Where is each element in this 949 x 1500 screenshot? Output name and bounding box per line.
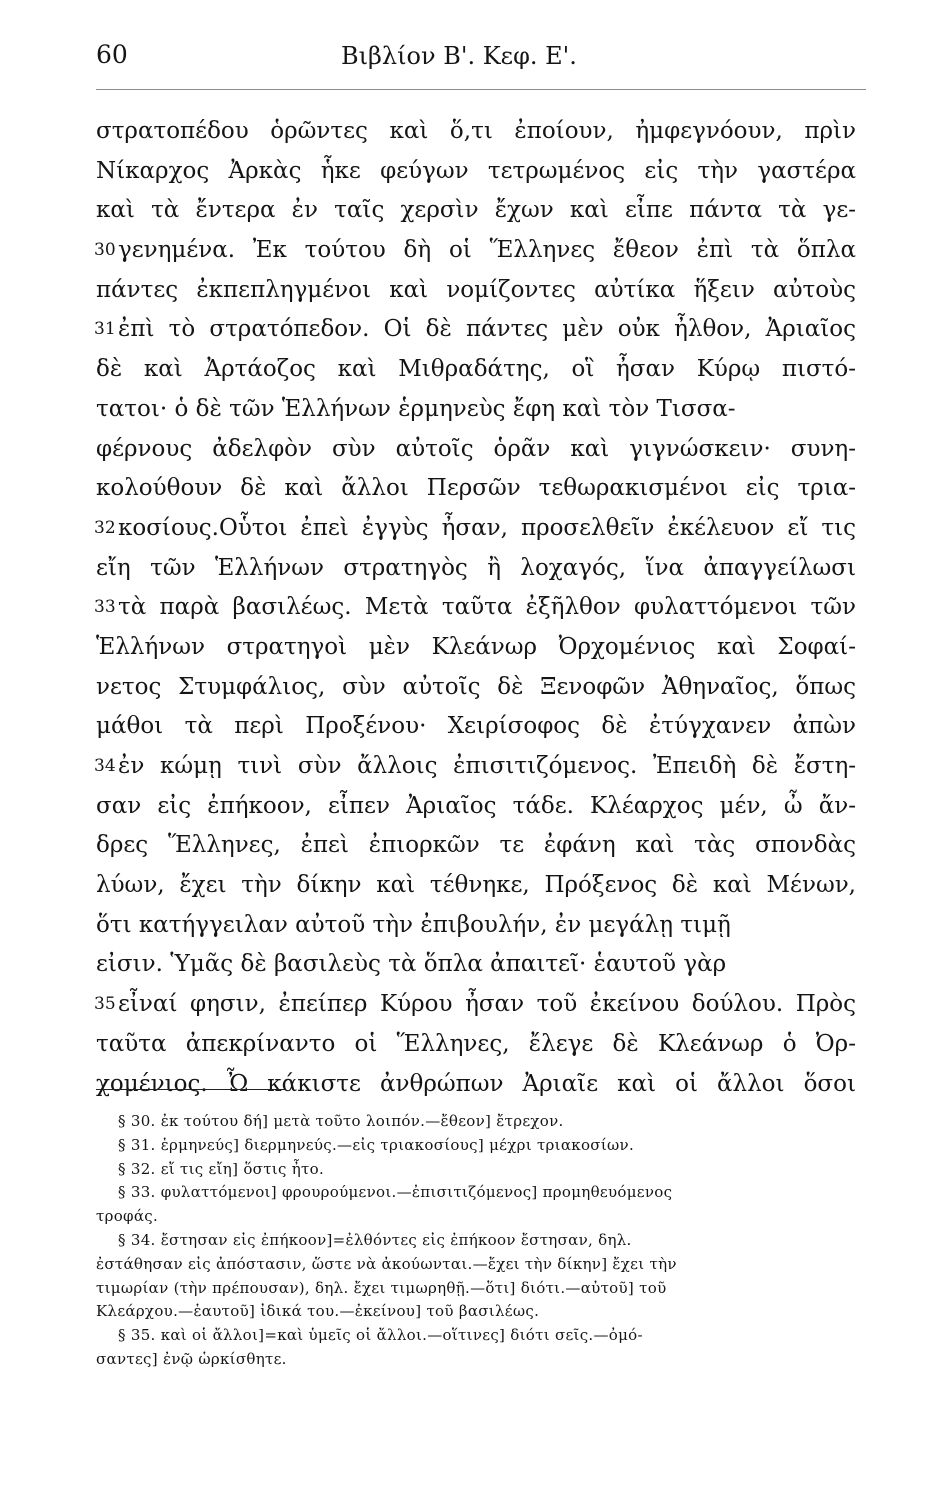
- line-text: Ἑλλήνων στρατηγοὶ μὲν Κλεάνωρ Ὀρχομένιος καὶ Σοφαί-: [96, 633, 856, 660]
- line-text: δὲ καὶ Ἀρτάοζος καὶ Μιθραδάτης, οἳ ἦσαν Κύρῳ πιστό-: [96, 356, 857, 383]
- text-line: [96, 1065, 856, 1105]
- text-line: [96, 152, 856, 192]
- line-text: ἐπὶ τὸ στρατόπεδον. Οἱ δὲ πάντες μὲν οὐκ ἦλθον, Ἀριαῖος: [118, 316, 857, 343]
- section-number: 32: [94, 517, 116, 538]
- footnote-line: τροφάς.: [96, 1207, 159, 1226]
- footnote-line: § 34. ἔστησαν εἰς ἐπήκοον]=ἐλθόντες εἰς ἐπήκοον ἔστησαν, δηλ.: [118, 1230, 632, 1249]
- section-number: 30: [94, 240, 116, 261]
- section-number: 34: [94, 756, 116, 776]
- line-text: κολούθουν δὲ καὶ ἄλλοι Περσῶν τεθωρακισμένοι εἰς τρια-: [96, 475, 857, 502]
- line-text: τατοι· ὁ δὲ τῶν Ἑλλήνων ἑρμηνεὺς ἔφη καὶ τὸν Τισσα-: [96, 395, 736, 422]
- text-line: [96, 985, 856, 1025]
- line-text: εἰσιν. Ὑμᾶς δὲ βασιλεὺς τὰ ὅπλα ἀπαιτεῖ· ἑαυτοῦ γὰρ: [96, 951, 727, 978]
- line-text: λύων, ἔχει τὴν δίκην καὶ τέθνηκε, Πρόξενος δὲ καὶ Μένων,: [96, 872, 856, 899]
- text-line: [96, 1025, 856, 1065]
- footnote-rule: [96, 1089, 286, 1090]
- section-number: 31: [94, 319, 116, 340]
- line-text: εἶναί φησιν, ἐπείπερ Κύρου ἦσαν τοῦ ἐκείνου δούλου. Πρὸς: [118, 991, 857, 1018]
- header-rule: [96, 89, 866, 90]
- line-text: νετος Στυμφάλιος, σὺν αὐτοῖς δὲ Ξενοφῶν Ἀθηναῖος, ὅπως: [96, 673, 857, 700]
- text-line: [96, 509, 856, 549]
- line-text: ἐν κώμῃ τινὶ σὺν ἄλλοις ἐπισιτιζόμενος. Ἐπειδὴ δὲ ἔστη-: [118, 753, 857, 779]
- line-text: στρατοπέδου ὁρῶντες καὶ ὅ,τι ἐποίουν, ἠμφεγνόουν, πρὶν: [96, 118, 856, 144]
- text-line: [96, 390, 856, 430]
- text-line: [96, 945, 856, 985]
- text-line: [96, 588, 856, 628]
- text-line: [96, 668, 856, 708]
- footnote-line: Κλεάρχου.—ἑαυτοῦ] ἰδικά του.—ἐκείνου] τοῦ βασιλέως.: [96, 1302, 540, 1321]
- text-line: [96, 469, 856, 509]
- line-text: πάντες ἐκπεπληγμένοι καὶ νομίζοντες αὐτίκα ἥξειν αὐτοὺς: [96, 276, 856, 303]
- line-text: τὰ παρὰ βασιλέως. Μετὰ ταῦτα ἐξῆλθον φυλαττόμενοι τῶν: [118, 594, 856, 621]
- text-line: [96, 271, 856, 311]
- text-line: [96, 231, 856, 271]
- text-line: [96, 866, 856, 906]
- line-text: φέρνους ἀδελφὸν σὺν αὐτοῖς ὁρᾶν καὶ γιγνώσκειν· συνη-: [96, 435, 856, 462]
- footnote-line: § 30. ἐκ τούτου δή] μετὰ τοῦτο λοιπόν.—ἔθεον] ἔτρεχον.: [118, 1112, 564, 1130]
- text-line: [96, 826, 856, 866]
- footnote-line: τιμωρίαν (τὴν πρέπουσαν), δηλ. ἔχει τιμωρηθῇ.—ὅτι] διότι.—αὐτοῦ] τοῦ: [96, 1278, 667, 1297]
- section-number: 35: [94, 994, 116, 1015]
- text-line: [96, 707, 856, 747]
- line-text: ταῦτα ἀπεκρίναντο οἱ Ἕλληνες, ἔλεγε δὲ Κλεάνωρ ὁ Ὀρ-: [96, 1030, 856, 1057]
- main-text: [96, 112, 856, 1104]
- footnote-line: § 31. ἑρμηνεύς] διερμηνεύς.—εἰς τριακοσίους] μέχρι τριακοσίων.: [118, 1135, 635, 1154]
- footnotes: [96, 1110, 866, 1372]
- footnote-line: § 33. φυλαττόμενοι] φρουρούμενοι.—ἐπισιτιζόμενος] προμηθευόμενος: [118, 1183, 673, 1202]
- section-number: 33: [94, 597, 116, 618]
- page-number: 60: [96, 40, 128, 69]
- text-line: [96, 310, 856, 350]
- text-line: [96, 549, 856, 589]
- line-text: Νίκαρχος Ἀρκὰς ἧκε φεύγων τετρωμένος εἰς τὴν γαστέρα: [96, 157, 857, 184]
- footnote-line: ἐστάθησαν εἰς ἀπόστασιν, ὥστε νὰ ἀκούωνται.—ἔχει τὴν δίκην] ἔχει τὴν: [96, 1254, 677, 1273]
- text-line: [96, 191, 856, 231]
- footnote-line: § 35. καὶ οἱ ἄλλοι]=καὶ ὑμεῖς οἱ ἄλλοι.—οἵτινες] διότι σεῖς.—ὀμό-: [118, 1326, 643, 1345]
- text-line: [96, 112, 856, 152]
- footnote-line: § 32. εἴ τις εἴη] ὅστις ἦτο.: [118, 1159, 325, 1178]
- line-text: μάθοι τὰ περὶ Προξένου· Χειρίσοφος δὲ ἐτύγχανεν ἀπὼν: [96, 713, 856, 740]
- text-line: [96, 350, 856, 390]
- page-header: [96, 40, 866, 80]
- line-text: ὅτι κατήγγειλαν αὐτοῦ τὴν ἐπιβουλήν, ἐν μεγάλῃ τιμῇ: [96, 911, 731, 938]
- line-text: σαν εἰς ἐπήκοον, εἶπεν Ἀριαῖος τάδε. Κλέαρχος μέν, ὦ ἄν-: [96, 792, 857, 819]
- line-text: γενημένα. Ἐκ τούτου δὴ οἱ Ἕλληνες ἔθεον ἐπὶ τὰ ὅπλα: [118, 237, 856, 264]
- footnote-line: σαντες] ἐνῷ ὡρκίσθητε.: [96, 1349, 287, 1368]
- text-line: [96, 906, 856, 946]
- text-line: [96, 787, 856, 827]
- line-text: χομένιος. Ὦ κάκιστε ἀνθρώπων Ἀριαῖε καὶ οἱ ἄλλοι ὅσοι: [96, 1070, 856, 1097]
- running-head: Βιβλίον Β'. Κεφ. Ε'.: [341, 42, 577, 70]
- line-text: εἴη τῶν Ἑλλήνων στρατηγὸς ἢ λοχαγός, ἵνα ἀπαγγείλωσι: [96, 554, 857, 581]
- text-line: [96, 430, 856, 470]
- line-text: δρες Ἕλληνες, ἐπεὶ ἐπιορκῶν τε ἐφάνη καὶ τὰς σπονδὰς: [96, 832, 857, 859]
- text-line: [96, 747, 856, 787]
- text-line: [96, 628, 856, 668]
- line-text: κοσίους.Οὗτοι ἐπεὶ ἐγγὺς ἦσαν, προσελθεῖν ἐκέλευον εἴ τις: [118, 514, 857, 541]
- line-text: καὶ τὰ ἔντερα ἐν ταῖς χερσὶν ἔχων καὶ εἶπε πάντα τὰ γε-: [96, 197, 857, 224]
